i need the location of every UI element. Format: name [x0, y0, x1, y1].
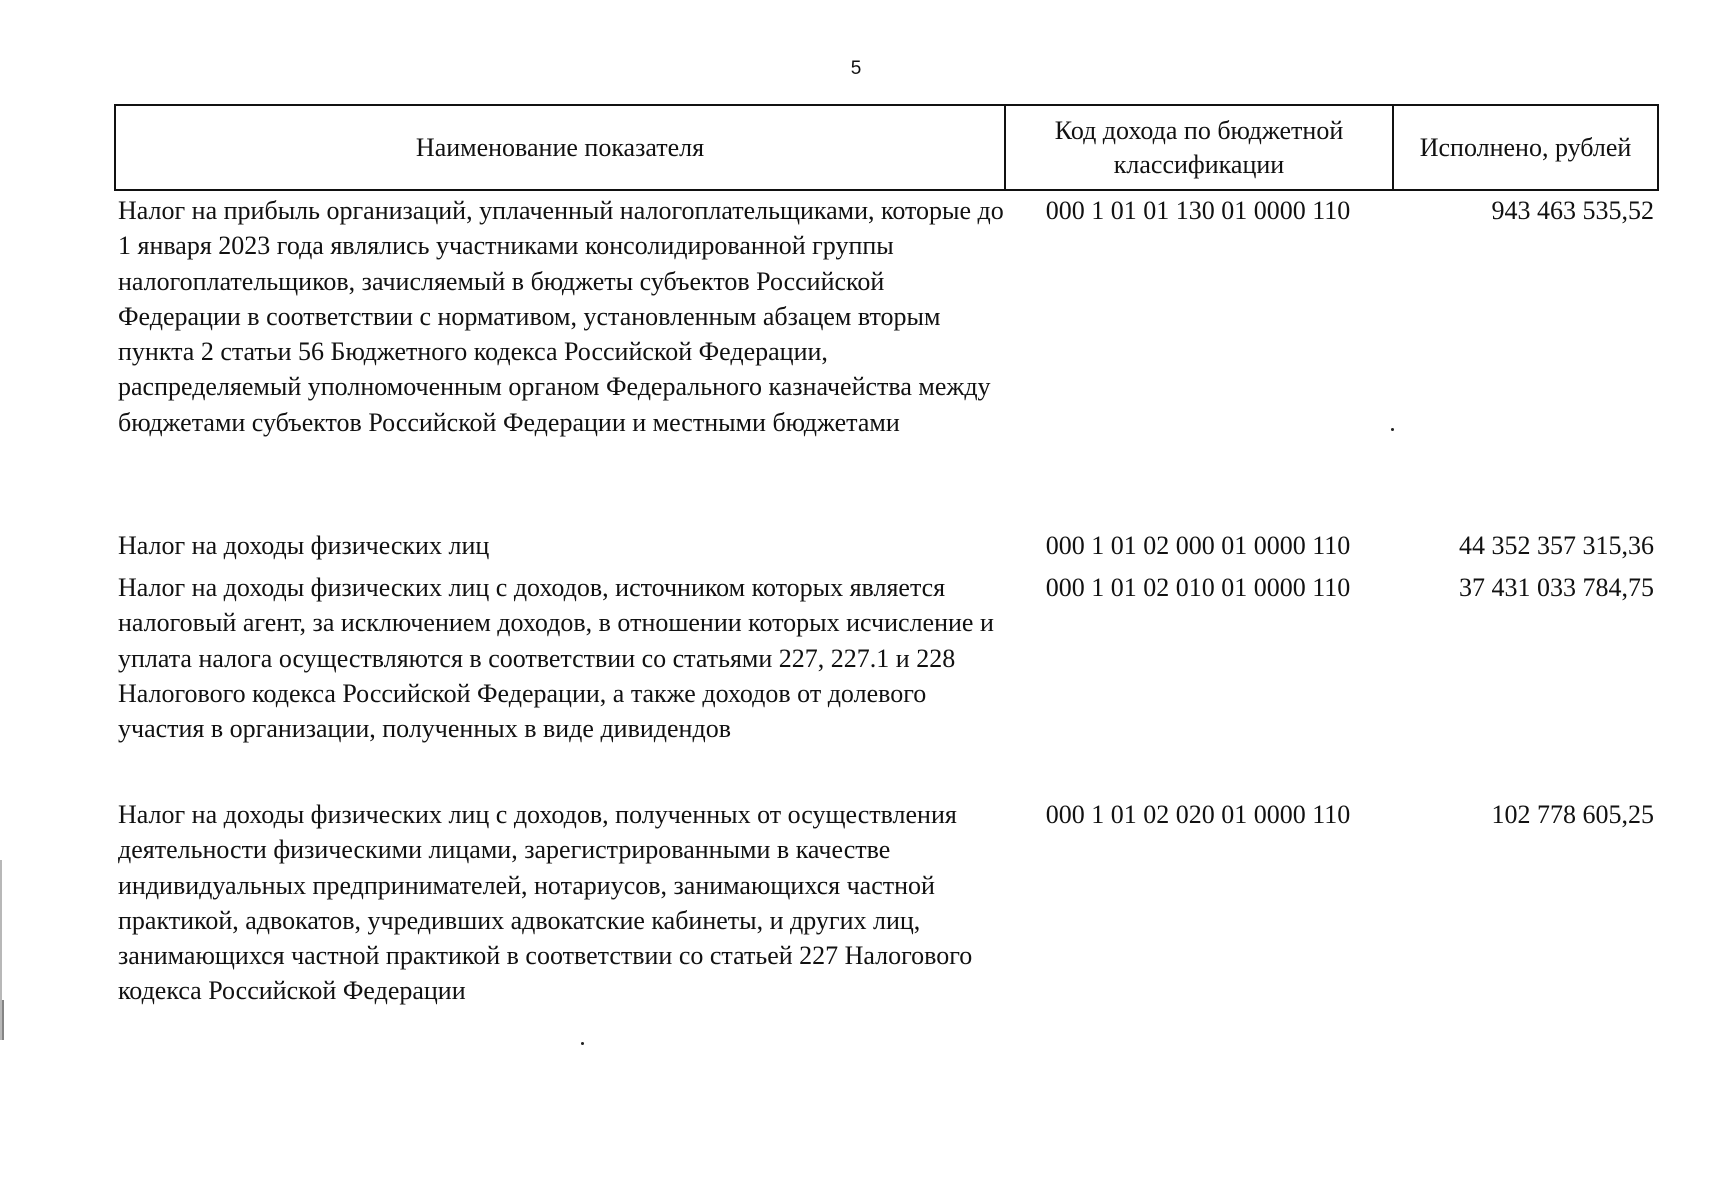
table-row: [116, 797, 1657, 1009]
header-code-label: Код дохода по бюджетной классификации: [1054, 115, 1344, 179]
table-row: [116, 570, 1657, 746]
table-row: [116, 528, 1657, 563]
row-name: Налог на доходы физических лиц с доходов, полученных от осуществления деятельности физическими лицами, зарегистрированными в качестве индивидуальных предпринимателей, нотариусов, занимающихся частной практикой, адвокатов, учредивших адвокатские кабинеты, и других лиц, занимающихся частной практикой в соответствии со статьей 227 Налогового кодекса Российской Федерации: [118, 800, 973, 1006]
scan-edge-mark: [2, 1000, 4, 1040]
row-amount: 943 463 535,52: [1491, 196, 1654, 225]
row-code: 000 1 01 02 010 01 0000 110: [1045, 573, 1351, 602]
table-header: [114, 104, 1659, 191]
row-amount: 37 431 033 784,75: [1459, 573, 1654, 602]
row-amount: 102 778 605,25: [1491, 800, 1654, 829]
header-executed: Исполнено, рублей: [1419, 132, 1632, 162]
row-code: 000 1 01 01 130 01 0000 110: [1045, 196, 1351, 225]
row-code: 000 1 01 02 000 01 0000 110: [1045, 531, 1351, 560]
row-name: Налог на прибыль организаций, уплаченный налогоплательщиками, которые до 1 января 2023 года являлись участниками консолидированной группы налогоплательщиков, зачисляемый в бюджеты субъектов Российской Федерации в соответствии с нормативом, установленным абзацем вторым пункта 2 статьи 56 Бюджетного кодекса Российской Федерации, распределяемый уполномоченным органом Федерального казначейства между бюджетами субъектов Российской Федерации и местными бюджетами: [118, 196, 1004, 437]
scan-speck: [581, 1042, 584, 1045]
page-number: 5: [850, 58, 862, 79]
header-code: [1006, 106, 1394, 189]
header-name: Наименование показателя: [116, 106, 1006, 189]
row-name: Налог на доходы физических лиц: [118, 531, 490, 560]
row-code: 000 1 01 02 020 01 0000 110: [1045, 800, 1351, 829]
row-amount: 44 352 357 315,36: [1459, 531, 1654, 560]
table-row: [116, 193, 1657, 440]
scan-speck: [1391, 428, 1394, 431]
row-name: Налог на доходы физических лиц с доходов, источником которых является налоговый агент, за исключением доходов, в отношении которых исчисление и уплата налога осуществляются в соответствии со статьями 227, 227.1 и 228 Налогового кодекса Российской Федерации, а также доходов от долевого участия в организации, полученных в виде дивидендов: [118, 573, 994, 744]
